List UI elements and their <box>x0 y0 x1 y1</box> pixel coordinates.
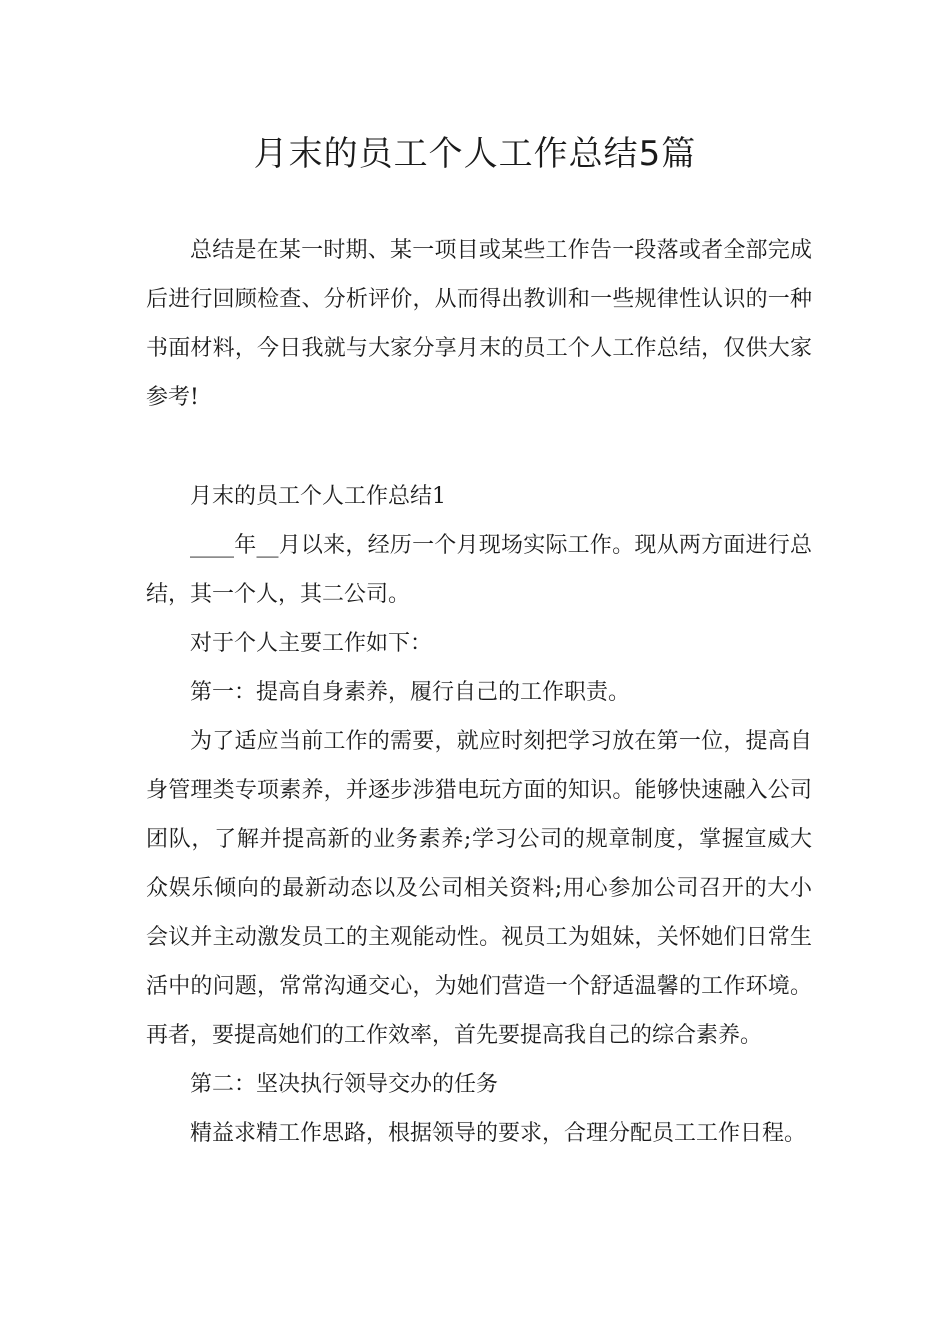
intro-paragraph: 总结是在某一时期、某一项目或某些工作告一段落或者全部完成后进行回顾检查、分析评价，从而得出教训和一些规律性认识的一种书面材料，今日我就与大家分享月末的员工个人工作总结，仅供大家参考! <box>146 238 812 410</box>
body-paragraph: 为了适应当前工作的需要，就应时刻把学习放在第一位，提高自身管理类专项素养，并逐步涉猎电玩方面的知识。能够快速融入公司团队，了解并提高新的业务素养;学习公司的规章制度，掌握宣威大众娱乐倾向的最新动态以及公司相关资料;用心参加公司召开的大小会议并主动激发员工的主观能动性。视员工为姐妹，关怀她们日常生活中的问题，常常沟通交心，为她们营造一个舒适温馨的工作环境。再者，要提高她们的工作效率，首先要提高我自己的综合素养。 <box>146 729 812 1048</box>
subheading-paragraph: 第一：提高自身素养，履行自己的工作职责。 <box>190 680 631 705</box>
subheading-paragraph: 第二：坚决执行领导交办的任务 <box>190 1072 499 1097</box>
body-paragraph: 对于个人主要工作如下： <box>190 631 433 656</box>
section-spacer <box>146 422 812 472</box>
document-title: 月末的员工个人工作总结5篇 <box>253 134 697 174</box>
document-body <box>146 226 812 1158</box>
body-paragraph: 精益求精工作思路，根据领导的要求，合理分配员工工作日程。 <box>190 1121 807 1146</box>
body-paragraph: ____年__月以来，经历一个月现场实际工作。现从两方面进行总结，其一个人，其二公司。 <box>146 533 812 607</box>
section-heading: 月末的员工个人工作总结1 <box>190 484 446 509</box>
